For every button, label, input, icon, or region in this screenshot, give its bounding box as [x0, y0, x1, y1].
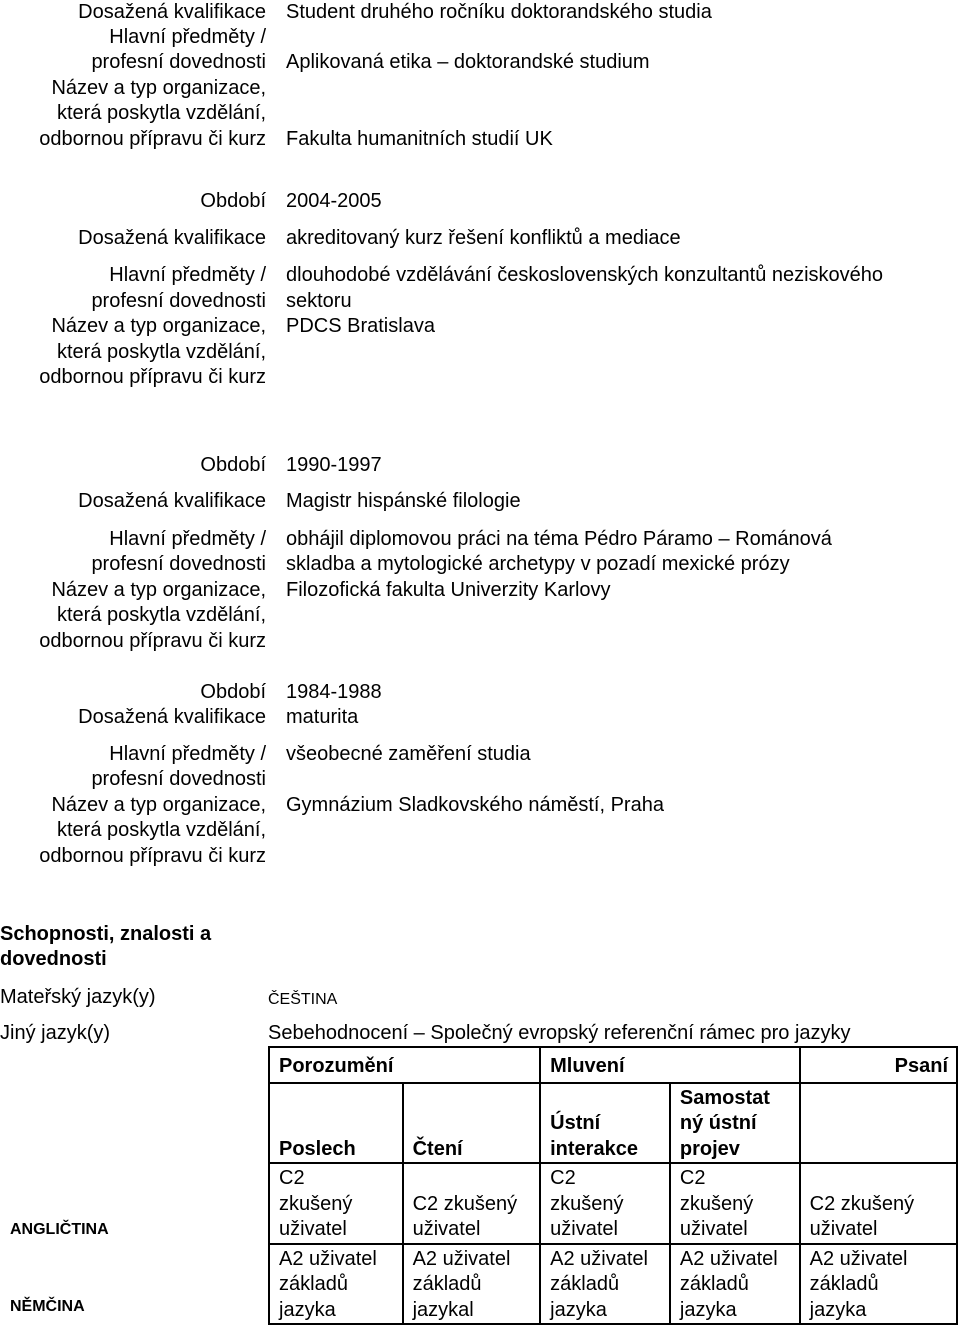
label-predmety-2: profesní dovednosti: [91, 768, 266, 790]
value-kvalifikace: Student druhého ročníku doktorandského studia: [286, 1, 712, 23]
label-organizace-2: která poskytla vzdělání,: [57, 819, 266, 841]
header-psani: Psaní: [800, 1047, 957, 1083]
cell-de-poslech: A2 uživatel základů jazyka: [269, 1244, 403, 1325]
value-obdobi: 1984-1988: [286, 681, 382, 703]
label-predmety-1: Hlavní předměty /: [109, 264, 266, 286]
col-cteni: Čtení: [403, 1083, 541, 1164]
label-obdobi: Období: [200, 454, 266, 476]
cell-en-cteni: C2 zkušený uživatel: [403, 1163, 541, 1244]
label-kvalifikace: Dosažená kvalifikace: [78, 227, 266, 249]
cell-en-poslech: C2 zkušený uživatel: [269, 1163, 403, 1244]
label-predmety-2: profesní dovednosti: [91, 51, 266, 73]
col-ustni: Ústní interakce: [540, 1083, 670, 1164]
label-organizace-2: která poskytla vzdělání,: [57, 604, 266, 626]
label-obdobi: Období: [200, 681, 266, 703]
header-mluveni: Mluvení: [540, 1047, 800, 1083]
value-obdobi: 1990-1997: [286, 454, 382, 476]
label-organizace-3: odbornou přípravu či kurz: [39, 366, 266, 388]
label-predmety-2: profesní dovednosti: [91, 553, 266, 575]
table-group-header: [269, 1047, 957, 1083]
col-samostat: Samostat ný ústní projev: [670, 1083, 800, 1164]
cell-de-psani: A2 uživatel základů jazyka: [800, 1244, 957, 1325]
value-predmety-1: obhájil diplomovou práci na téma Pédro Páramo – Románová: [286, 528, 832, 550]
table-row-english: [269, 1163, 957, 1244]
label-organizace-3: odbornou přípravu či kurz: [39, 630, 266, 652]
table-column-header: [269, 1083, 957, 1164]
label-predmety-2: profesní dovednosti: [91, 290, 266, 312]
value-organizace: Fakulta humanitních studií UK: [286, 128, 553, 150]
cell-de-cteni: A2 uživatel základů jazykal: [403, 1244, 541, 1325]
value-organizace: Filozofická fakulta Univerzity Karlovy: [286, 579, 611, 601]
mother-tongue-value: ČEŠTINA: [268, 991, 338, 1008]
cell-en-ustni: C2 zkušený uživatel: [540, 1163, 670, 1244]
label-organizace-3: odbornou přípravu či kurz: [39, 128, 266, 150]
col-poslech: Poslech: [269, 1083, 403, 1164]
self-assessment-title: Sebehodnocení – Společný evropský referenční rámec pro jazyky: [268, 1022, 851, 1044]
header-porozumeni: Porozumění: [269, 1047, 540, 1083]
value-predmety: Aplikovaná etika – doktorandské studium: [286, 51, 650, 73]
label-organizace-1: Název a typ organizace,: [51, 794, 266, 816]
language-german: NĚMČINA: [10, 1298, 85, 1315]
label-organizace-1: Název a typ organizace,: [51, 315, 266, 337]
skills-heading-1: Schopnosti, znalosti a: [0, 923, 212, 945]
label-obdobi: Období: [200, 190, 266, 212]
label-kvalifikace: Dosažená kvalifikace: [78, 706, 266, 728]
skills-heading-2: dovednosti: [0, 948, 107, 970]
label-organizace-3: odbornou přípravu či kurz: [39, 845, 266, 867]
value-predmety-1: dlouhodobé vzdělávání československých konzultantů neziskového: [286, 264, 884, 286]
label-predmety-1: Hlavní předměty /: [109, 528, 266, 550]
value-predmety-2: skladba a mytologické archetypy v pozadí mexické prózy: [286, 553, 790, 575]
value-predmety: všeobecné zaměření studia: [286, 743, 531, 765]
label-kvalifikace: Dosažená kvalifikace: [78, 1, 266, 23]
value-kvalifikace: akreditovaný kurz řešení konfliktů a mediace: [286, 227, 681, 249]
value-kvalifikace: maturita: [286, 706, 359, 728]
other-language-label: Jiný jazyk(y): [0, 1022, 111, 1044]
value-obdobi: 2004-2005: [286, 190, 382, 212]
cell-de-samostat: A2 uživatel základů jazyka: [670, 1244, 800, 1325]
cell-de-ustni: A2 uživatel základů jazyka: [540, 1244, 670, 1325]
label-kvalifikace: Dosažená kvalifikace: [78, 490, 266, 512]
label-organizace-2: která poskytla vzdělání,: [57, 102, 266, 124]
col-psani: [800, 1083, 957, 1164]
value-kvalifikace: Magistr hispánské filologie: [286, 490, 521, 512]
label-organizace-1: Název a typ organizace,: [51, 77, 266, 99]
label-organizace-2: která poskytla vzdělání,: [57, 341, 266, 363]
cell-en-samostat: C2 zkušený uživatel: [670, 1163, 800, 1244]
value-predmety-2: sektoru: [286, 290, 352, 312]
label-predmety-1: Hlavní předměty /: [109, 26, 266, 48]
language-table: [268, 1046, 958, 1325]
language-english: ANGLIČTINA: [10, 1221, 109, 1238]
value-organizace: PDCS Bratislava: [286, 315, 435, 337]
label-organizace-1: Název a typ organizace,: [51, 579, 266, 601]
label-predmety-1: Hlavní předměty /: [109, 743, 266, 765]
mother-tongue-label: Mateřský jazyk(y): [0, 986, 156, 1008]
value-organizace: Gymnázium Sladkovského náměstí, Praha: [286, 794, 664, 816]
cell-en-psani: C2 zkušený uživatel: [800, 1163, 957, 1244]
table-row-german: [269, 1244, 957, 1325]
